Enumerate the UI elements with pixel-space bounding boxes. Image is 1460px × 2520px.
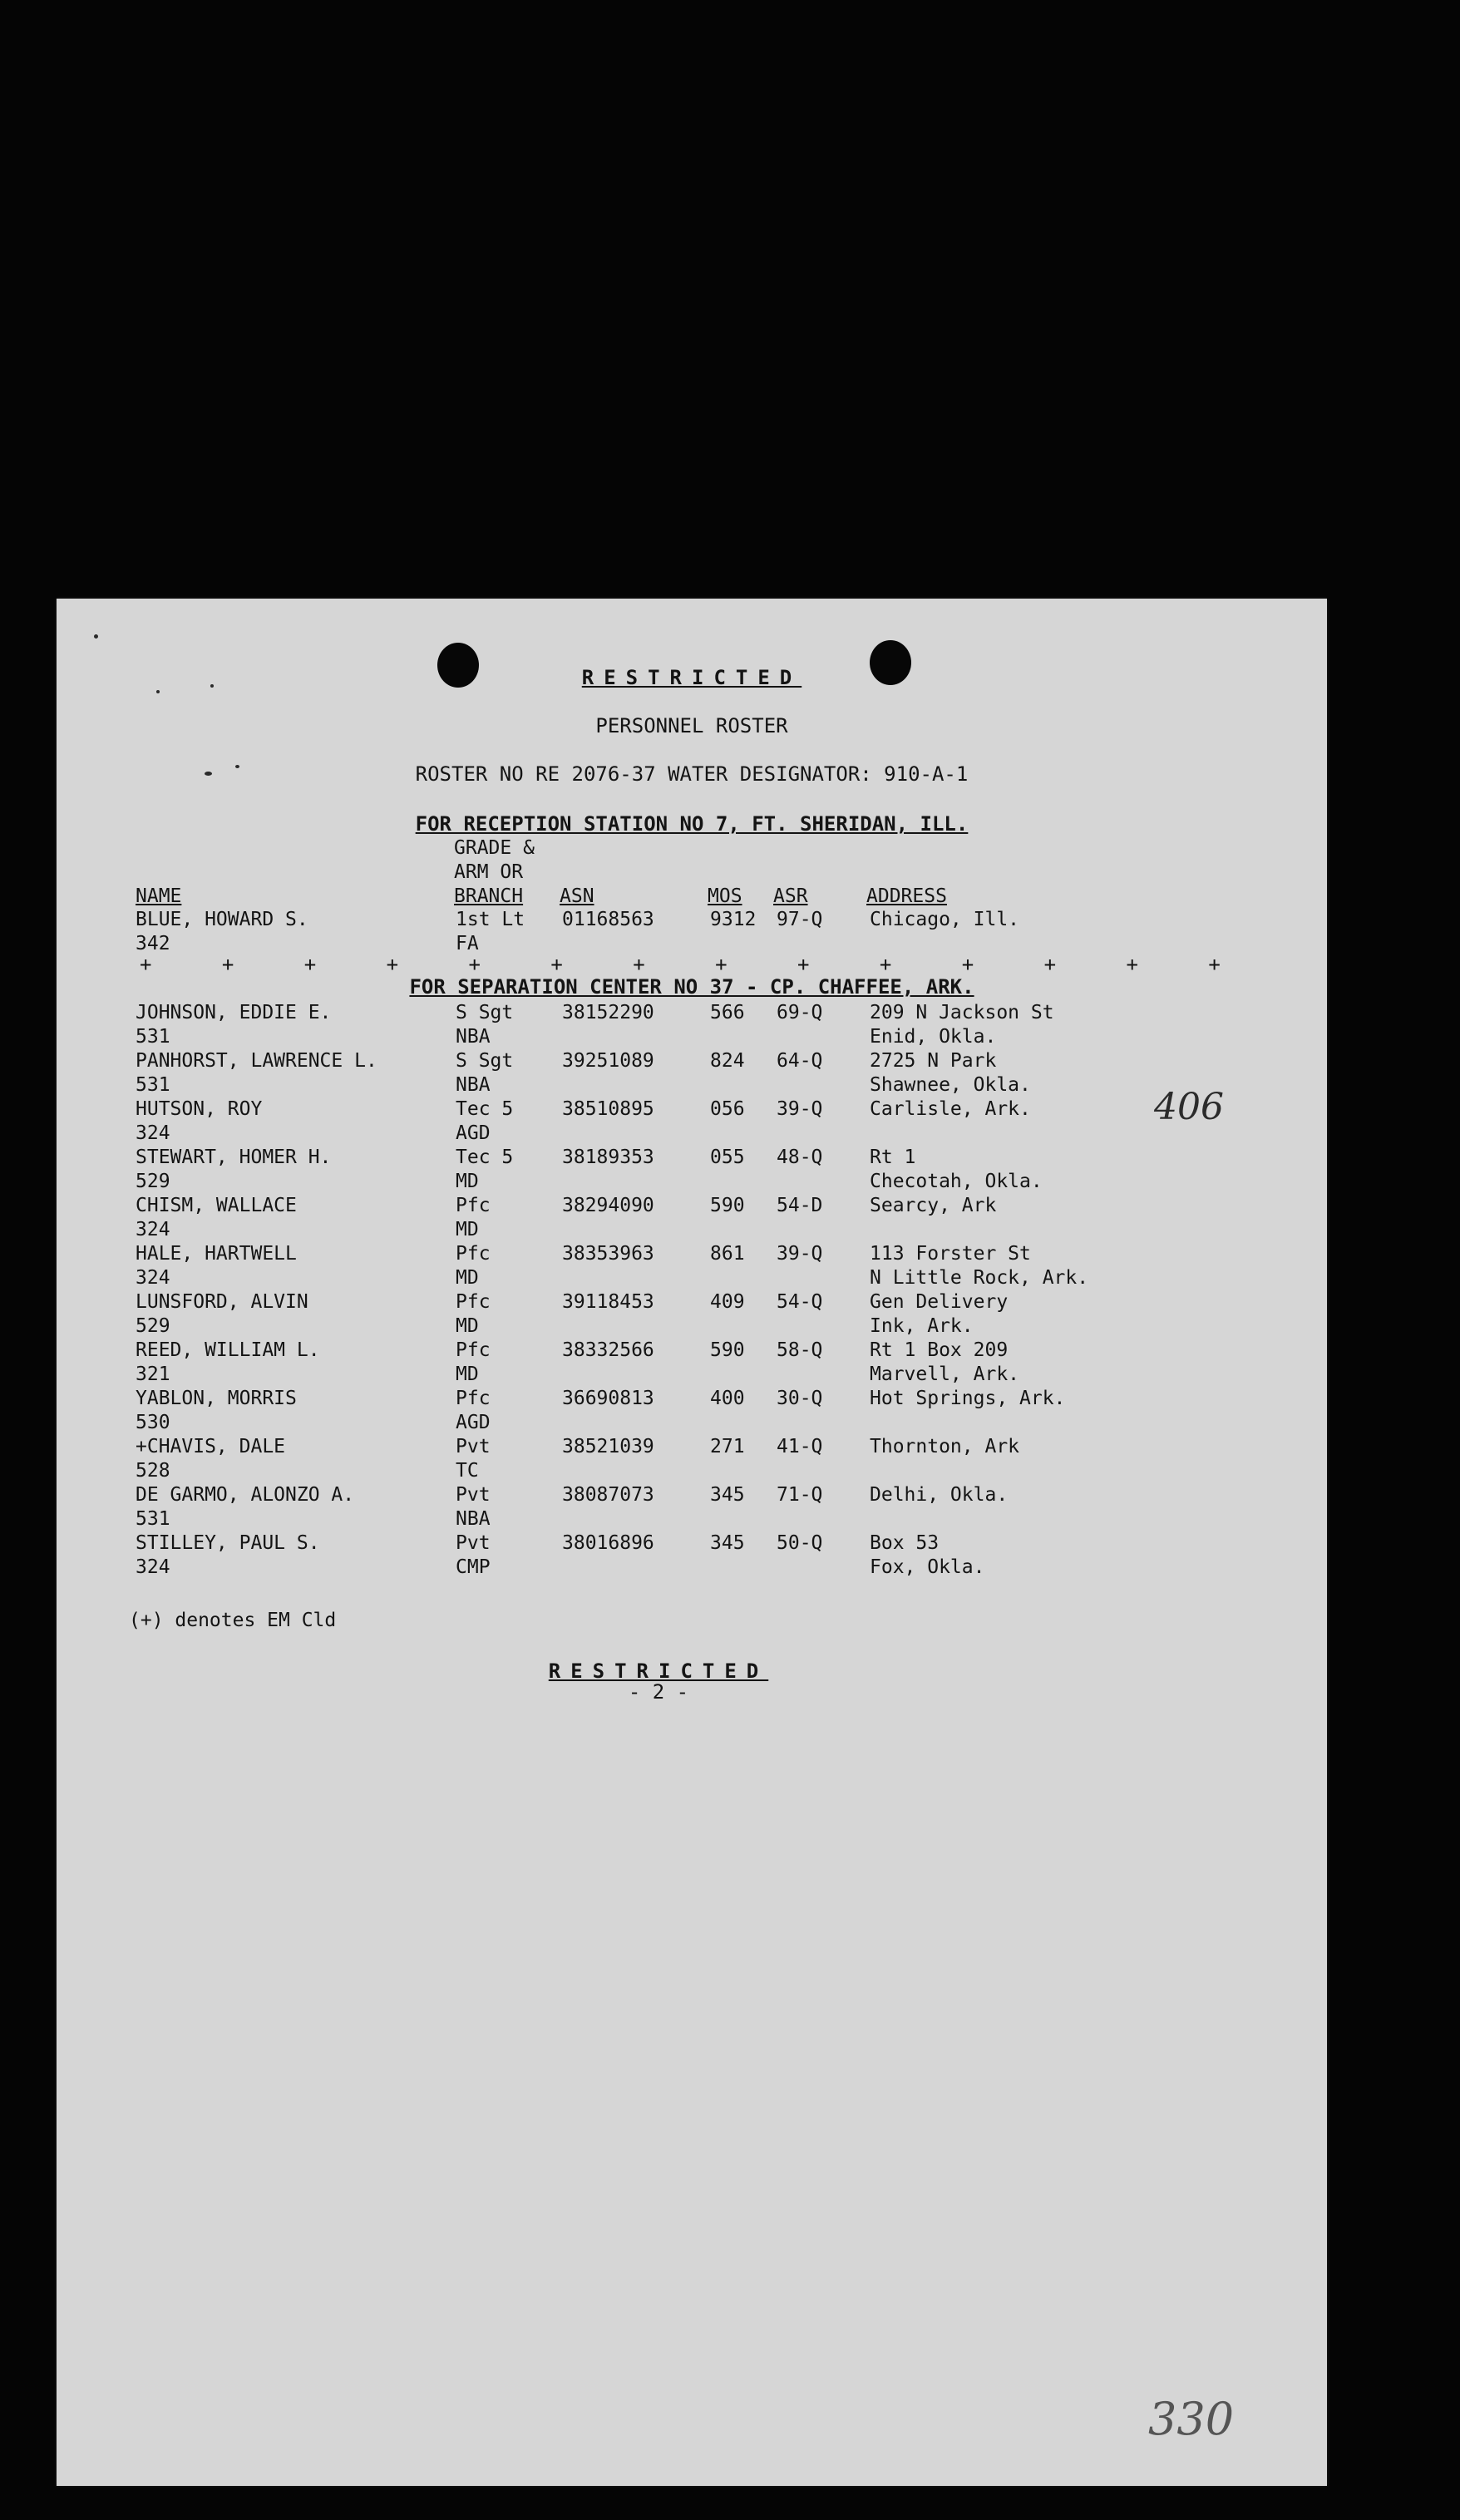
speck xyxy=(156,690,160,693)
separator-mark: + xyxy=(1208,953,1221,976)
separator-mark: + xyxy=(961,953,974,976)
person-address-line-1: Hot Springs, Ark. xyxy=(870,1388,1066,1409)
person-address-line-1: Thornton, Ark xyxy=(870,1436,1020,1457)
person-code: 531 xyxy=(136,1074,170,1096)
person-name: HUTSON, ROY xyxy=(136,1098,263,1120)
person-asn: 38521039 xyxy=(562,1436,654,1457)
page-number: - 2 - xyxy=(628,1680,689,1704)
separator-mark: + xyxy=(221,953,234,976)
person-asn: 38332566 xyxy=(562,1339,654,1361)
person-asn: 01168563 xyxy=(562,909,654,930)
separator-mark: + xyxy=(879,953,892,976)
separator-mark: + xyxy=(386,953,399,976)
separation-roster-table xyxy=(136,1001,1144,1580)
person-mos: 590 xyxy=(710,1339,745,1361)
table-row xyxy=(136,1531,1144,1580)
person-grade: Pvt xyxy=(456,1484,491,1506)
person-address-line-2: Marvell, Ark. xyxy=(870,1364,1020,1385)
person-grade: Pfc xyxy=(456,1195,491,1216)
person-mos: 271 xyxy=(710,1436,745,1457)
person-grade: Tec 5 xyxy=(456,1147,514,1168)
separator-mark: + xyxy=(633,953,645,976)
person-name: PANHORST, LAWRENCE L. xyxy=(136,1050,377,1072)
person-grade: S Sgt xyxy=(456,1002,514,1023)
person-address-line-2 xyxy=(870,1507,1144,1531)
person-address-line-2 xyxy=(870,1459,1144,1483)
person-mos: 055 xyxy=(710,1147,745,1168)
person-address-line-2: N Little Rock, Ark. xyxy=(870,1267,1089,1289)
person-asr: 41-Q xyxy=(777,1436,823,1457)
person-name: JOHNSON, EDDIE E. xyxy=(136,1002,332,1023)
person-grade: 1st Lt xyxy=(456,909,525,930)
table-row xyxy=(136,1435,1144,1483)
person-address-line-2: Checotah, Okla. xyxy=(870,1171,1043,1192)
separation-heading: FOR SEPARATION CENTER NO 37 - CP. CHAFFEE, ARK. xyxy=(409,975,974,999)
person-address-line-1: 209 N Jackson St xyxy=(870,1002,1054,1023)
person-grade: Pfc xyxy=(456,1388,491,1409)
reception-heading: FOR RECEPTION STATION NO 7, FT. SHERIDAN, ILL. xyxy=(415,812,969,836)
person-asr: 69-Q xyxy=(777,1002,823,1023)
person-code: 324 xyxy=(136,1556,170,1578)
person-asr: 30-Q xyxy=(777,1388,823,1409)
person-asr: 39-Q xyxy=(777,1243,823,1265)
person-branch: AGD xyxy=(456,1412,491,1433)
person-name: LUNSFORD, ALVIN xyxy=(136,1291,308,1313)
person-branch: NBA xyxy=(456,1508,491,1530)
column-header-asr: ASR xyxy=(773,885,808,907)
separator-mark: + xyxy=(140,953,152,976)
person-code: 342 xyxy=(136,933,170,954)
table-row xyxy=(136,1339,1144,1387)
person-code: 321 xyxy=(136,1364,170,1385)
person-asn: 38016896 xyxy=(562,1532,654,1554)
speck xyxy=(94,634,98,639)
column-header-asn: ASN xyxy=(560,885,594,907)
person-branch: MD xyxy=(456,1171,479,1192)
person-branch: TC xyxy=(456,1460,479,1482)
person-address-line-2: Enid, Okla. xyxy=(870,1026,997,1048)
handwritten-number-bottom: 330 xyxy=(1148,2393,1235,2445)
person-asr: 50-Q xyxy=(777,1532,823,1554)
person-asr: 39-Q xyxy=(777,1098,823,1120)
restricted-stamp-bottom: RESTRICTED xyxy=(548,1659,769,1683)
person-name: BLUE, HOWARD S. xyxy=(136,909,308,930)
roster-number-line: ROSTER NO RE 2076-37 WATER DESIGNATOR: 910-A-1 xyxy=(415,762,969,786)
person-code: 531 xyxy=(136,1026,170,1048)
person-mos: 9312 xyxy=(710,909,757,930)
person-code: 529 xyxy=(136,1171,170,1192)
restricted-stamp-top: RESTRICTED xyxy=(581,666,802,689)
separator-mark: + xyxy=(303,953,317,976)
person-asn: 38087073 xyxy=(562,1484,654,1506)
separator-mark: + xyxy=(468,953,481,976)
person-name: STILLEY, PAUL S. xyxy=(136,1532,320,1554)
separator-marks xyxy=(140,953,1221,976)
person-branch: AGD xyxy=(456,1122,491,1144)
person-mos: 345 xyxy=(710,1532,745,1554)
person-branch: MD xyxy=(456,1315,479,1337)
person-asr: 48-Q xyxy=(777,1147,823,1168)
person-branch: MD xyxy=(456,1219,479,1240)
person-mos: 400 xyxy=(710,1388,745,1409)
document-title: PERSONNEL ROSTER xyxy=(595,714,788,737)
person-asn: 38510895 xyxy=(562,1098,654,1120)
person-name: STEWART, HOMER H. xyxy=(136,1147,332,1168)
person-code: 528 xyxy=(136,1460,170,1482)
person-branch: NBA xyxy=(456,1026,491,1048)
person-code: 324 xyxy=(136,1219,170,1240)
person-code: 324 xyxy=(136,1267,170,1289)
person-asn: 38152290 xyxy=(562,1002,654,1023)
table-row xyxy=(136,1001,1144,1049)
person-branch: CMP xyxy=(456,1556,491,1578)
table-row xyxy=(136,1387,1144,1435)
person-asn: 38353963 xyxy=(562,1243,654,1265)
person-address-line-2 xyxy=(870,1122,1144,1146)
person-grade: Pvt xyxy=(456,1436,491,1457)
person-address-line-1: Carlisle, Ark. xyxy=(870,1098,1031,1120)
separator-mark: + xyxy=(1126,953,1138,976)
person-name: REED, WILLIAM L. xyxy=(136,1339,320,1361)
person-mos: 824 xyxy=(710,1050,745,1072)
person-name: YABLON, MORRIS xyxy=(136,1388,297,1409)
person-asr: 71-Q xyxy=(777,1484,823,1506)
person-asr: 54-Q xyxy=(777,1291,823,1313)
person-code: 324 xyxy=(136,1122,170,1144)
person-asr: 58-Q xyxy=(777,1339,823,1361)
reception-roster-table xyxy=(136,908,1144,956)
person-address-line-2: Ink, Ark. xyxy=(870,1315,974,1337)
person-mos: 861 xyxy=(710,1243,745,1265)
person-name: HALE, HARTWELL xyxy=(136,1243,297,1265)
document-page xyxy=(57,599,1327,2486)
grade-header-line-3: BRANCH xyxy=(454,885,524,907)
person-address-line-1: Box 53 xyxy=(870,1532,940,1554)
person-grade: Pvt xyxy=(456,1532,491,1554)
separator-mark: + xyxy=(550,953,563,976)
column-header-address: ADDRESS xyxy=(866,885,947,907)
person-asr: 54-D xyxy=(777,1195,823,1216)
person-mos: 345 xyxy=(710,1484,745,1506)
handwritten-number-top: 406 xyxy=(1154,1086,1224,1128)
person-grade: Pfc xyxy=(456,1339,491,1361)
grade-header-line-2: ARM OR xyxy=(454,861,524,883)
person-address-line-1: Rt 1 Box 209 xyxy=(870,1339,1009,1361)
person-branch: MD xyxy=(456,1267,479,1289)
table-row xyxy=(136,1290,1144,1339)
person-address-line-1: Gen Delivery xyxy=(870,1291,1009,1313)
person-grade: Pfc xyxy=(456,1243,491,1265)
table-row xyxy=(136,908,1144,956)
person-grade: Tec 5 xyxy=(456,1098,514,1120)
person-asn: 39251089 xyxy=(562,1050,654,1072)
table-row xyxy=(136,1049,1144,1097)
person-name: DE GARMO, ALONZO A. xyxy=(136,1484,355,1506)
person-asr: 97-Q xyxy=(777,909,823,930)
person-mos: 566 xyxy=(710,1002,745,1023)
table-row xyxy=(136,1097,1144,1146)
person-branch: NBA xyxy=(456,1074,491,1096)
person-asn: 38294090 xyxy=(562,1195,654,1216)
person-mos: 056 xyxy=(710,1098,745,1120)
person-mos: 409 xyxy=(710,1291,745,1313)
person-branch: FA xyxy=(456,933,479,954)
person-asn: 36690813 xyxy=(562,1388,654,1409)
person-address-line-2: Fox, Okla. xyxy=(870,1556,985,1578)
person-address-line-1: Searcy, Ark xyxy=(870,1195,997,1216)
table-row xyxy=(136,1483,1144,1531)
person-code: 529 xyxy=(136,1315,170,1337)
footnote: (+) denotes EM Cld xyxy=(129,1610,337,1631)
grade-header-line-1: GRADE & xyxy=(454,837,535,859)
separator-mark: + xyxy=(1043,953,1057,976)
person-address-line-1: Chicago, Ill. xyxy=(870,909,1020,930)
person-code: 531 xyxy=(136,1508,170,1530)
person-address-line-1: 113 Forster St xyxy=(870,1243,1031,1265)
person-asn: 38189353 xyxy=(562,1147,654,1168)
person-branch: MD xyxy=(456,1364,479,1385)
person-grade: Pfc xyxy=(456,1291,491,1313)
person-address-line-1: 2725 N Park xyxy=(870,1050,997,1072)
table-row xyxy=(136,1194,1144,1242)
person-address-line-2: Shawnee, Okla. xyxy=(870,1074,1031,1096)
person-address-line-2 xyxy=(870,1218,1144,1242)
table-row xyxy=(136,1242,1144,1290)
person-name: CHISM, WALLACE xyxy=(136,1195,297,1216)
person-address-line-1: Rt 1 xyxy=(870,1147,916,1168)
person-asn: 39118453 xyxy=(562,1291,654,1313)
person-grade: S Sgt xyxy=(456,1050,514,1072)
person-mos: 590 xyxy=(710,1195,745,1216)
person-code: 530 xyxy=(136,1412,170,1433)
person-address-line-2 xyxy=(870,1411,1144,1435)
person-name: +CHAVIS, DALE xyxy=(136,1436,286,1457)
table-row xyxy=(136,1146,1144,1194)
separator-mark: + xyxy=(797,953,810,976)
separator-mark: + xyxy=(715,953,728,976)
column-header-name: NAME xyxy=(136,885,182,907)
person-asr: 64-Q xyxy=(777,1050,823,1072)
person-address-line-1: Delhi, Okla. xyxy=(870,1484,1009,1506)
column-header-mos: MOS xyxy=(708,885,742,907)
